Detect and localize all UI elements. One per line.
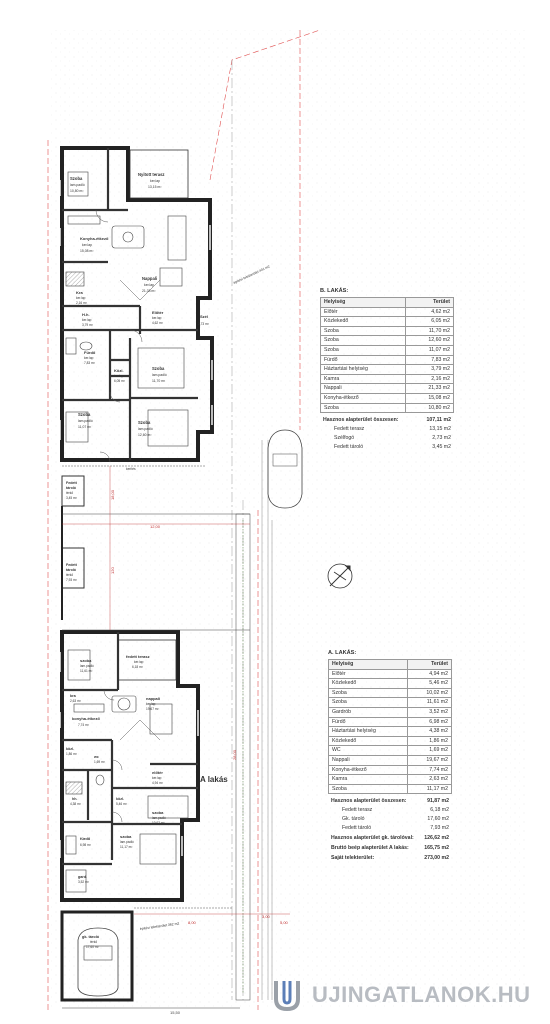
extra-value: 6,18 m2 xyxy=(430,807,449,814)
site-background xyxy=(48,30,528,1010)
room-area-a-kozl: 1,86 m² xyxy=(66,752,77,756)
table-cell: 21,33 m2 xyxy=(406,384,454,394)
room-label-b-szoba1: Szoba xyxy=(70,176,83,181)
room-label-b-kozl: Közl. xyxy=(114,368,124,373)
room-area-b-hh: 3,79 m² xyxy=(82,323,93,327)
room-label-a-kra: kra xyxy=(70,694,76,698)
table-b-total-value: 107,11 m2 xyxy=(426,417,451,424)
table-b-col-terulet: Terület xyxy=(406,298,454,308)
room-area-b-terasz: 13,15 m² xyxy=(148,185,162,189)
table-cell: Fürdő xyxy=(329,717,408,727)
table-a-col-helyiseg: Helyiség xyxy=(329,660,408,670)
extra-label: Fedett tároló xyxy=(334,444,364,451)
table-b-col-helyiseg: Helyiség xyxy=(321,298,406,308)
room-label-b-szoba4: Szoba xyxy=(138,420,151,425)
table-row xyxy=(329,755,452,765)
room-label-a-hh: hh. xyxy=(72,797,78,801)
room-label-a-terasz: fedett terasz xyxy=(126,654,150,659)
room-label-a-nappali: nappali xyxy=(146,696,161,701)
room-sub-a-nappali: ker.lap xyxy=(146,702,156,706)
table-cell: Szoba xyxy=(321,336,406,346)
room-label-a-furdo: fürdő xyxy=(80,836,91,841)
room-area-a-szoba1: 11,61 m² xyxy=(80,669,93,673)
table-a-sum2-value: 126,62 m2 xyxy=(424,835,449,842)
table-row xyxy=(329,746,452,756)
extra-label: Fedett tároló xyxy=(342,825,372,832)
dim-label-7: 28,00 xyxy=(232,749,237,760)
table-b-extra xyxy=(320,434,454,443)
table-b-extra xyxy=(320,425,454,434)
table-row xyxy=(321,307,454,317)
room-area-b-kozl: 6,05 m² xyxy=(114,379,125,383)
room-area-b-szoba2: 11,70 m² xyxy=(152,379,166,383)
table-row xyxy=(329,765,452,775)
table-cell: Előtér xyxy=(321,307,406,317)
table-row xyxy=(329,679,452,689)
table-b-grid xyxy=(320,297,454,413)
watermark-logo-icon xyxy=(272,977,306,1013)
room-label-b-furdo: Fürdő xyxy=(84,350,96,355)
room-area-b-taroló2: 7,93 m² xyxy=(66,578,77,582)
table-row xyxy=(321,345,454,355)
table-a-total-value: 91,87 m2 xyxy=(427,798,449,805)
area-table-b xyxy=(320,288,454,452)
room-area-b-konyha: 15,08 m² xyxy=(80,249,94,253)
room-sub-b-kozl: ker.lap xyxy=(114,374,124,378)
table-cell: Közlekedő xyxy=(329,679,408,689)
fence-label-b: kerítés xyxy=(126,467,136,471)
dim-label-8: 5,00 xyxy=(280,920,288,925)
table-row xyxy=(321,336,454,346)
watermark xyxy=(272,975,532,1015)
table-a-extra xyxy=(328,815,452,824)
room-label-b-fedett: Fedett xyxy=(66,481,77,485)
table-cell: Háztartási helyiség xyxy=(321,365,406,375)
room-label-a-konyha: konyha-étkező xyxy=(72,716,100,721)
room-label-a-szoba3: szoba xyxy=(120,834,132,839)
table-a-sum4 xyxy=(328,853,452,863)
extra-value: 3,45 m2 xyxy=(432,444,451,451)
table-cell: Előtér xyxy=(329,669,408,679)
table-cell: Fürdő xyxy=(321,355,406,365)
table-row xyxy=(329,784,452,794)
dim-label-4: 8,00 xyxy=(188,920,196,925)
table-row xyxy=(329,717,452,727)
table-cell: Gardrób xyxy=(329,707,408,717)
table-b-total-label: Hasznos alapterület összesen: xyxy=(323,417,399,424)
table-cell: Szoba xyxy=(321,403,406,413)
table-cell: 4,94 m2 xyxy=(407,669,451,679)
parcel-note-b: építési telekterület 441 m2 xyxy=(232,264,271,285)
room-area-a-wc: 1,69 m² xyxy=(94,760,105,764)
table-cell: 19,67 m2 xyxy=(407,755,451,765)
room-sub-b-szoba3: lam.padló xyxy=(78,419,93,423)
table-cell: Szoba xyxy=(329,688,408,698)
table-b-extra xyxy=(320,443,454,452)
table-a-col-terulet: Terület xyxy=(407,660,451,670)
table-a-sum4-label: Saját telekterület: xyxy=(331,855,375,862)
extra-value: 13,15 m2 xyxy=(429,426,451,433)
table-cell: 4,62 m2 xyxy=(406,307,454,317)
room-area-a-kra: 2,63 m² xyxy=(70,699,81,703)
room-area-a-eloter: 4,94 m² xyxy=(152,781,163,785)
table-cell: Kamra xyxy=(321,374,406,384)
table-a-sum4-value: 273,00 m2 xyxy=(424,855,449,862)
table-cell: Szoba xyxy=(329,784,408,794)
room-label-a-eloter: előtér xyxy=(152,770,163,775)
extra-label: Gk. tároló xyxy=(342,816,365,823)
room-area-b-szoba1: 10,80 m² xyxy=(70,189,84,193)
table-cell: 7,74 m2 xyxy=(407,765,451,775)
table-b-header xyxy=(321,298,454,308)
table-row xyxy=(329,688,452,698)
table-a-title: A. LAKÁS: xyxy=(328,650,357,656)
room-label-a-kozl2: közl. xyxy=(116,797,124,801)
extra-value: 2,73 m2 xyxy=(432,435,451,442)
room-sub-a-gk: térkő xyxy=(90,940,98,944)
room-area-a-terasz: 6,18 m² xyxy=(132,665,143,669)
parcel-note-a: építési telekterület 362 m2 xyxy=(139,921,180,931)
table-row xyxy=(321,374,454,384)
room-label-b-konyha: Konyha-étkező xyxy=(80,236,109,241)
room-sub-b-taroló: térkő xyxy=(66,491,74,495)
room-sub-b-eloter: ker.lap xyxy=(152,316,162,320)
table-cell: Nappali xyxy=(321,384,406,394)
table-row xyxy=(321,365,454,375)
room-area-a-furdo: 6,98 m² xyxy=(80,843,91,847)
room-area-b-taroló: 3,45 m² xyxy=(66,496,77,500)
table-a-header xyxy=(329,660,452,670)
room-sub-a-szoba1: lam.padló xyxy=(80,664,94,668)
table-row xyxy=(321,403,454,413)
table-a-sum2 xyxy=(328,833,452,843)
table-cell: 3,79 m2 xyxy=(406,365,454,375)
table-a-extra xyxy=(328,824,452,833)
table-row xyxy=(329,698,452,708)
room-sub-b-szoba2: lam.padló xyxy=(152,373,167,377)
dim-label-1: 12,00 xyxy=(150,524,161,529)
room-sub-b-szoba1: lam.padló xyxy=(70,183,85,187)
table-a-total xyxy=(328,796,452,806)
table-cell: 6,98 m2 xyxy=(407,717,451,727)
table-row xyxy=(321,393,454,403)
room-label-b-taroló: tároló xyxy=(66,486,76,490)
room-label-a-kozl: közl. xyxy=(66,747,74,751)
table-cell: 11,07 m2 xyxy=(406,345,454,355)
room-area-a-kozl2: 5,46 m² xyxy=(116,802,127,806)
room-area-b-nappali: 21,33 m² xyxy=(142,289,156,293)
dim-label-3: 3,00 xyxy=(262,914,270,919)
room-area-a-szoba2: 10,02 m² xyxy=(152,821,165,825)
table-row xyxy=(329,727,452,737)
table-cell: Szoba xyxy=(321,326,406,336)
table-cell: Konyha-étkező xyxy=(329,765,408,775)
room-label-b-kra: Kra xyxy=(76,290,83,295)
table-a-sum3-value: 165,75 m2 xyxy=(424,845,449,852)
room-area-a-konyha: 7,74 m² xyxy=(78,723,89,727)
room-sub-b-hh: ker.lap xyxy=(82,318,92,322)
table-cell: Háztartási helyiség xyxy=(329,727,408,737)
room-area-a-szoba3: 11,17 m² xyxy=(120,845,133,849)
table-cell: 1,86 m2 xyxy=(407,736,451,746)
room-sub-a-szoba3: lam.padló xyxy=(120,840,134,844)
room-area-b-furdo: 7,83 m² xyxy=(84,361,95,365)
room-area-b-kra: 2,16 m² xyxy=(76,301,87,305)
table-a-extra xyxy=(328,806,452,815)
room-sub-b-furdo: ker.lap xyxy=(84,356,94,360)
table-cell: 12,60 m2 xyxy=(406,336,454,346)
room-label-b-taroló2: tároló xyxy=(66,568,76,572)
table-cell: 10,02 m2 xyxy=(407,688,451,698)
extra-label: Fedett terasz xyxy=(334,426,365,433)
table-row xyxy=(329,775,452,785)
table-a-grid xyxy=(328,659,452,794)
extra-value: 7,93 m2 xyxy=(430,825,449,832)
table-row xyxy=(329,736,452,746)
table-row xyxy=(321,355,454,365)
room-label-a-gk: gk. tároló xyxy=(82,935,100,939)
table-row xyxy=(329,669,452,679)
table-cell: 15,08 m2 xyxy=(406,393,454,403)
room-label-b-hh: H.h. xyxy=(82,312,90,317)
extra-label: Szélfogó xyxy=(334,435,355,442)
table-cell: 2,16 m2 xyxy=(406,374,454,384)
table-cell: 10,80 m2 xyxy=(406,403,454,413)
table-cell: 5,46 m2 xyxy=(407,679,451,689)
table-row xyxy=(329,707,452,717)
table-a-sum3-label: Bruttó beép alapterület A lakás: xyxy=(331,845,409,852)
room-area-a-gk: 17,60 m² xyxy=(86,945,99,949)
room-area-a-gard: 3,52 m² xyxy=(78,880,89,884)
room-label-b-terasz: Nyitott terasz xyxy=(138,172,165,177)
table-cell: Kamra xyxy=(329,775,408,785)
room-label-a-szoba1: szoba xyxy=(80,658,92,663)
extra-label: Fedett terasz xyxy=(342,807,373,814)
table-cell: 11,17 m2 xyxy=(407,784,451,794)
room-area-a-hh: 4,38 m² xyxy=(70,802,81,806)
table-cell: 1,69 m2 xyxy=(407,746,451,756)
table-cell: 11,61 m2 xyxy=(407,698,451,708)
table-cell: Közlekedő xyxy=(321,317,406,327)
room-label-b-szel: Szél xyxy=(200,314,209,319)
room-sub-a-terasz: ker.lap xyxy=(134,660,144,664)
watermark-text: UJINGATLANOK.HU xyxy=(312,982,531,1007)
table-row xyxy=(321,317,454,327)
room-sub-a-szoba2: lam.padló xyxy=(152,816,166,820)
room-label-b-szoba3: Szoba xyxy=(78,412,91,417)
dim-label-2: 18,00 xyxy=(110,489,115,500)
room-area-b-szel: 2,73 m² xyxy=(198,322,209,326)
room-sub-b-konyha: ker.lap xyxy=(82,243,92,247)
table-cell: Szoba xyxy=(329,698,408,708)
dim-label-6: 120 xyxy=(110,567,115,574)
unit-a-title: A lakás xyxy=(200,775,228,784)
table-cell: 2,63 m2 xyxy=(407,775,451,785)
extra-value: 17,60 m2 xyxy=(427,816,449,823)
room-sub-b-nappali: ker.lap xyxy=(144,283,154,287)
table-a-sum2-label: Hasznos alapterület gk. tárolóval: xyxy=(331,835,414,842)
table-cell: 3,52 m2 xyxy=(407,707,451,717)
room-label-b-nappali: Nappali xyxy=(142,276,158,281)
room-sub-b-taroló2: térkő xyxy=(66,573,74,577)
table-cell: 11,70 m2 xyxy=(406,326,454,336)
area-table-a xyxy=(328,650,452,863)
room-sub-b-terasz: ker.lap xyxy=(150,179,160,183)
table-cell: Konyha-étkező xyxy=(321,393,406,403)
room-sub-b-szoba4: lam.padló xyxy=(138,427,153,431)
table-cell: WC xyxy=(329,746,408,756)
table-a-total-label: Hasznos alapterület összesen: xyxy=(331,798,407,805)
table-cell: 4,38 m2 xyxy=(407,727,451,737)
table-cell: Közlekedő xyxy=(329,736,408,746)
table-cell: 7,83 m2 xyxy=(406,355,454,365)
dim-label-5: 15,50 xyxy=(170,1010,181,1015)
room-label-b-fedett2: Fedett xyxy=(66,563,77,567)
room-area-b-szoba4: 12,60 m² xyxy=(138,433,152,437)
room-label-b-eloter: Előtér xyxy=(152,310,164,315)
table-a-sum3 xyxy=(328,843,452,853)
room-area-a-nappali: 19,67 m² xyxy=(146,707,159,711)
room-sub-b-kra: ker.lap xyxy=(76,296,86,300)
table-b-total xyxy=(320,415,454,425)
table-cell: Szoba xyxy=(321,345,406,355)
room-label-b-szoba2: Szoba xyxy=(152,366,165,371)
room-area-b-szoba3: 11,07 m² xyxy=(78,425,92,429)
table-row xyxy=(321,326,454,336)
table-cell: Nappali xyxy=(329,755,408,765)
table-row xyxy=(321,384,454,394)
room-sub-a-eloter: ker.lap xyxy=(152,776,162,780)
room-label-a-szoba2: szoba xyxy=(152,810,164,815)
table-b-title: B. LAKÁS: xyxy=(320,288,349,294)
table-cell: 6,05 m2 xyxy=(406,317,454,327)
room-area-b-eloter: 4,62 m² xyxy=(152,321,163,325)
room-label-a-gard: gard. xyxy=(78,875,87,879)
room-label-a-wc: wc xyxy=(94,755,99,759)
